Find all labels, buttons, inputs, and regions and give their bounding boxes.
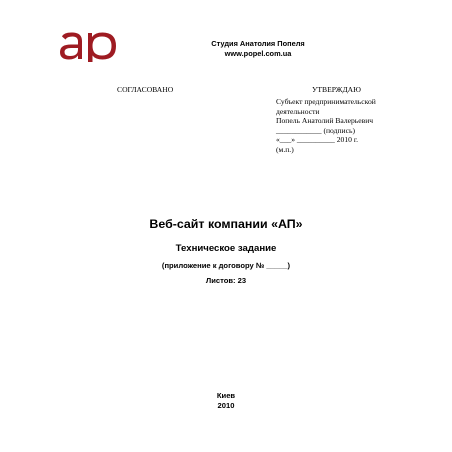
date-line: «___» __________ 2010 г. <box>276 135 358 145</box>
approver-line-1: Субъект предпринимательской <box>276 97 376 106</box>
footer-year: 2010 <box>217 401 235 410</box>
footer-city: Киев <box>216 391 236 400</box>
approve-label: УТВЕРЖДАЮ <box>312 85 361 94</box>
approver-line-2: деятельности <box>276 106 320 116</box>
document-appendix-note: (приложение к договору № _____) <box>161 261 291 270</box>
stamp-place: (м.п.) <box>276 144 294 154</box>
agreed-label: СОГЛАСОВАНО <box>117 85 174 94</box>
approver-name: Попель Анатолий Валерьевич <box>276 116 374 126</box>
ap-logo-icon <box>58 30 124 62</box>
approval-block <box>276 97 376 155</box>
signature-line: ____________ (подпись) <box>276 125 355 135</box>
document-title: Веб-сайт компании «АП» <box>149 217 303 231</box>
document-sheet-count: Листов: 23 <box>205 276 247 285</box>
document-subtitle: Техническое задание <box>175 243 277 254</box>
studio-website: www.popel.com.ua <box>224 49 292 58</box>
studio-name: Студия Анатолия Попеля <box>211 39 305 48</box>
